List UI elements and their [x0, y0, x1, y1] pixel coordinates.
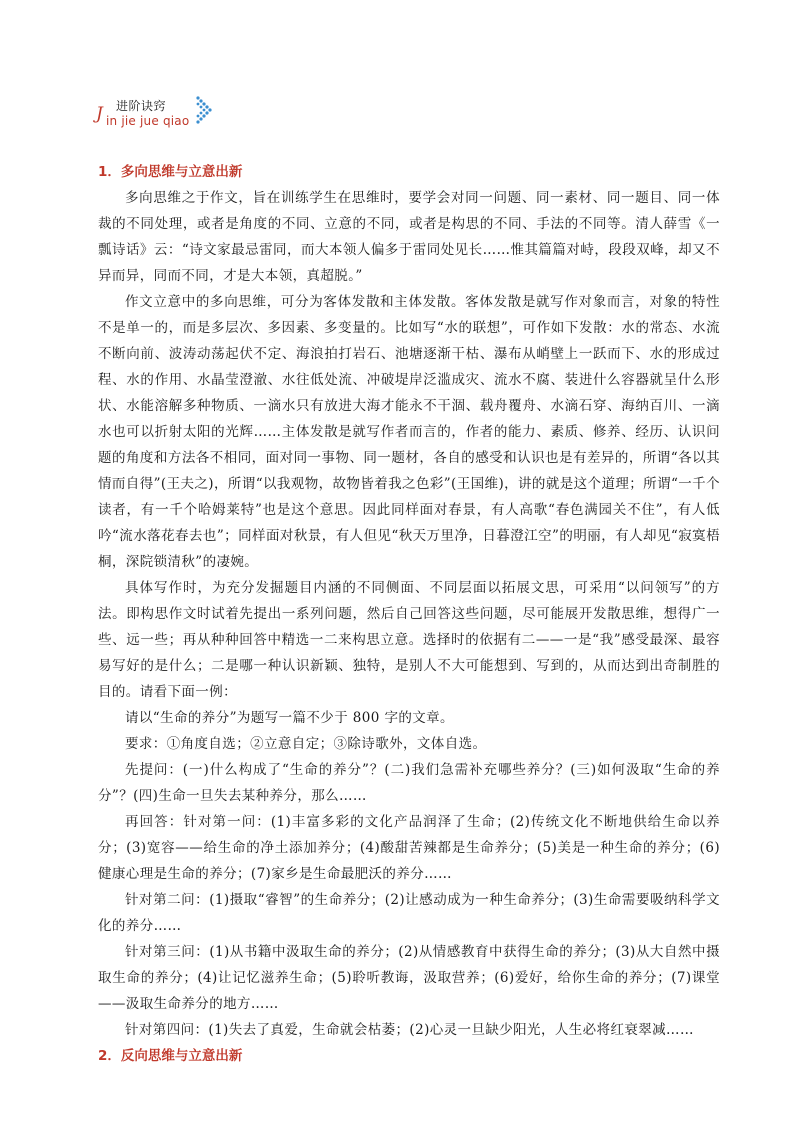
paragraph: 先提问：(一)什么构成了“生命的养分”？(二)我们急需补充哪些养分？(三)如何汲取“生命的养分”？(四)生命一旦失去某种养分，那么…… [98, 762, 720, 804]
section-heading-1: 1．多向思维与立意出新 [98, 164, 243, 180]
logo-chinese-title: 进阶诀窍 [116, 99, 167, 113]
paragraph: 再回答：针对第一问：(1)丰富多彩的文化产品润泽了生命；(2)传统文化不断地供给生命以养分；(3)宽容——给生命的净土添加养分；(4)酸甜苦辣都是生命养分；(5)美是一种生命的养分；(6)健康心理是生命的养分；(7)家乡是生命最肥沃的养分…… [98, 814, 720, 882]
paragraph: 多向思维之于作文，旨在训练学生在思维时，要学会对同一问题、同一素材、同一题目、同一体裁的不同处理，或者是角度的不同、立意的不同，或者是构思的不同、手法的不同等。清人薛雪《一瓢诗话》云：“诗文家最忌雷同，而大本领人偏多于雷同处见长……惟其篇篇对峙，段段双峰，却又不异而异，同而不同，才是大本领，真超脱。” [98, 190, 720, 284]
paragraph: 针对第四问：(1)失去了真爱，生命就会枯萎；(2)心灵一旦缺少阳光，人生必将红衰翠减…… [125, 1022, 694, 1038]
paragraph: 针对第三问：(1)从书籍中汲取生命的养分；(2)从情感教育中获得生命的养分；(3)从大自然中摄取生命的养分；(4)让记忆滋养生命；(5)聆听教诲，汲取营养；(6)爱好，给你生命的养分；(7)课堂——汲取生命养分的地方…… [98, 944, 720, 1012]
paragraph: 作文立意中的多向思维，可分为客体发散和主体发散。客体发散是就写作对象而言，对象的特性不是单一的，而是多层次、多因素、多变量的。比如写“水的联想”，可作如下发散：水的常态、水流不断向前、波涛动荡起伏不定、海浪拍打岩石、池塘逐渐干枯、瀑布从峭壁上一跃而下、水的形成过程、水的作用、水晶莹澄澈、水往低处流、冲破堤岸泛滥成灾、流水不腐、装进什么容器就呈什么形状、水能溶解多种物质、一滴水只有放进大海才能永不干涸、载舟覆舟、水滴石穿、海纳百川、一滴水也可以折射太阳的光辉……主体发散是就写作者而言的，作者的能力、素质、修养、经历、认识问题的角度和方法各不相同，面对同一事物、同一题材，各自的感受和认识也是有差异的，所谓“各以其情而自得”(王夫之)，所谓“以我观物，故物皆着我之色彩”(王国维)，讲的就是这个道理；所谓“一千个读者，有一千个哈姆莱特”也是这个意思。因此同样面对春景，有人高歌“春色满园关不住”，有人低吟“流水落花春去也”；同样面对秋景，有人但见“秋天万里净，日暮澄江空”的明丽，有人却见“寂寞梧桐，深院锁清秋”的凄婉。 [98, 294, 720, 570]
paragraph: 请以“生命的养分”为题写一篇不少于 800 字的文章。 [125, 710, 454, 726]
paragraph: 针对第二问：(1)摄取“睿智”的生命养分；(2)让感动成为一种生命养分；(3)生命需要吸纳科学文化的养分…… [98, 892, 720, 934]
paragraph: 具体写作时，为充分发掘题目内涵的不同侧面、不同层面以拓展文思，可采用“以问领写”的方法。即构思作文时试着先提出一系列问题，然后自己回答这些问题，尽可能展开发散思维，想得广一些、远一些；再从种种回答中精选一二来构思立意。选择时的依据有二——一是“我”感受最深、最容易写好的是什么；二是哪一种认识新颖、独特，是别人不大可能想到、写到的，从而达到出奇制胜的目的。请看下面一例： [98, 580, 720, 700]
section-heading-2: 2．反向思维与立意出新 [98, 1048, 243, 1064]
logo-pinyin: in jie jue qiao [106, 114, 190, 128]
logo-initial: J [96, 104, 103, 124]
dotted-double-chevron-icon [196, 96, 214, 124]
paragraph: 要求：①角度自选；②立意自定；③除诗歌外，文体自选。 [125, 736, 487, 752]
section-logo [92, 94, 232, 134]
article-body [98, 159, 720, 1069]
